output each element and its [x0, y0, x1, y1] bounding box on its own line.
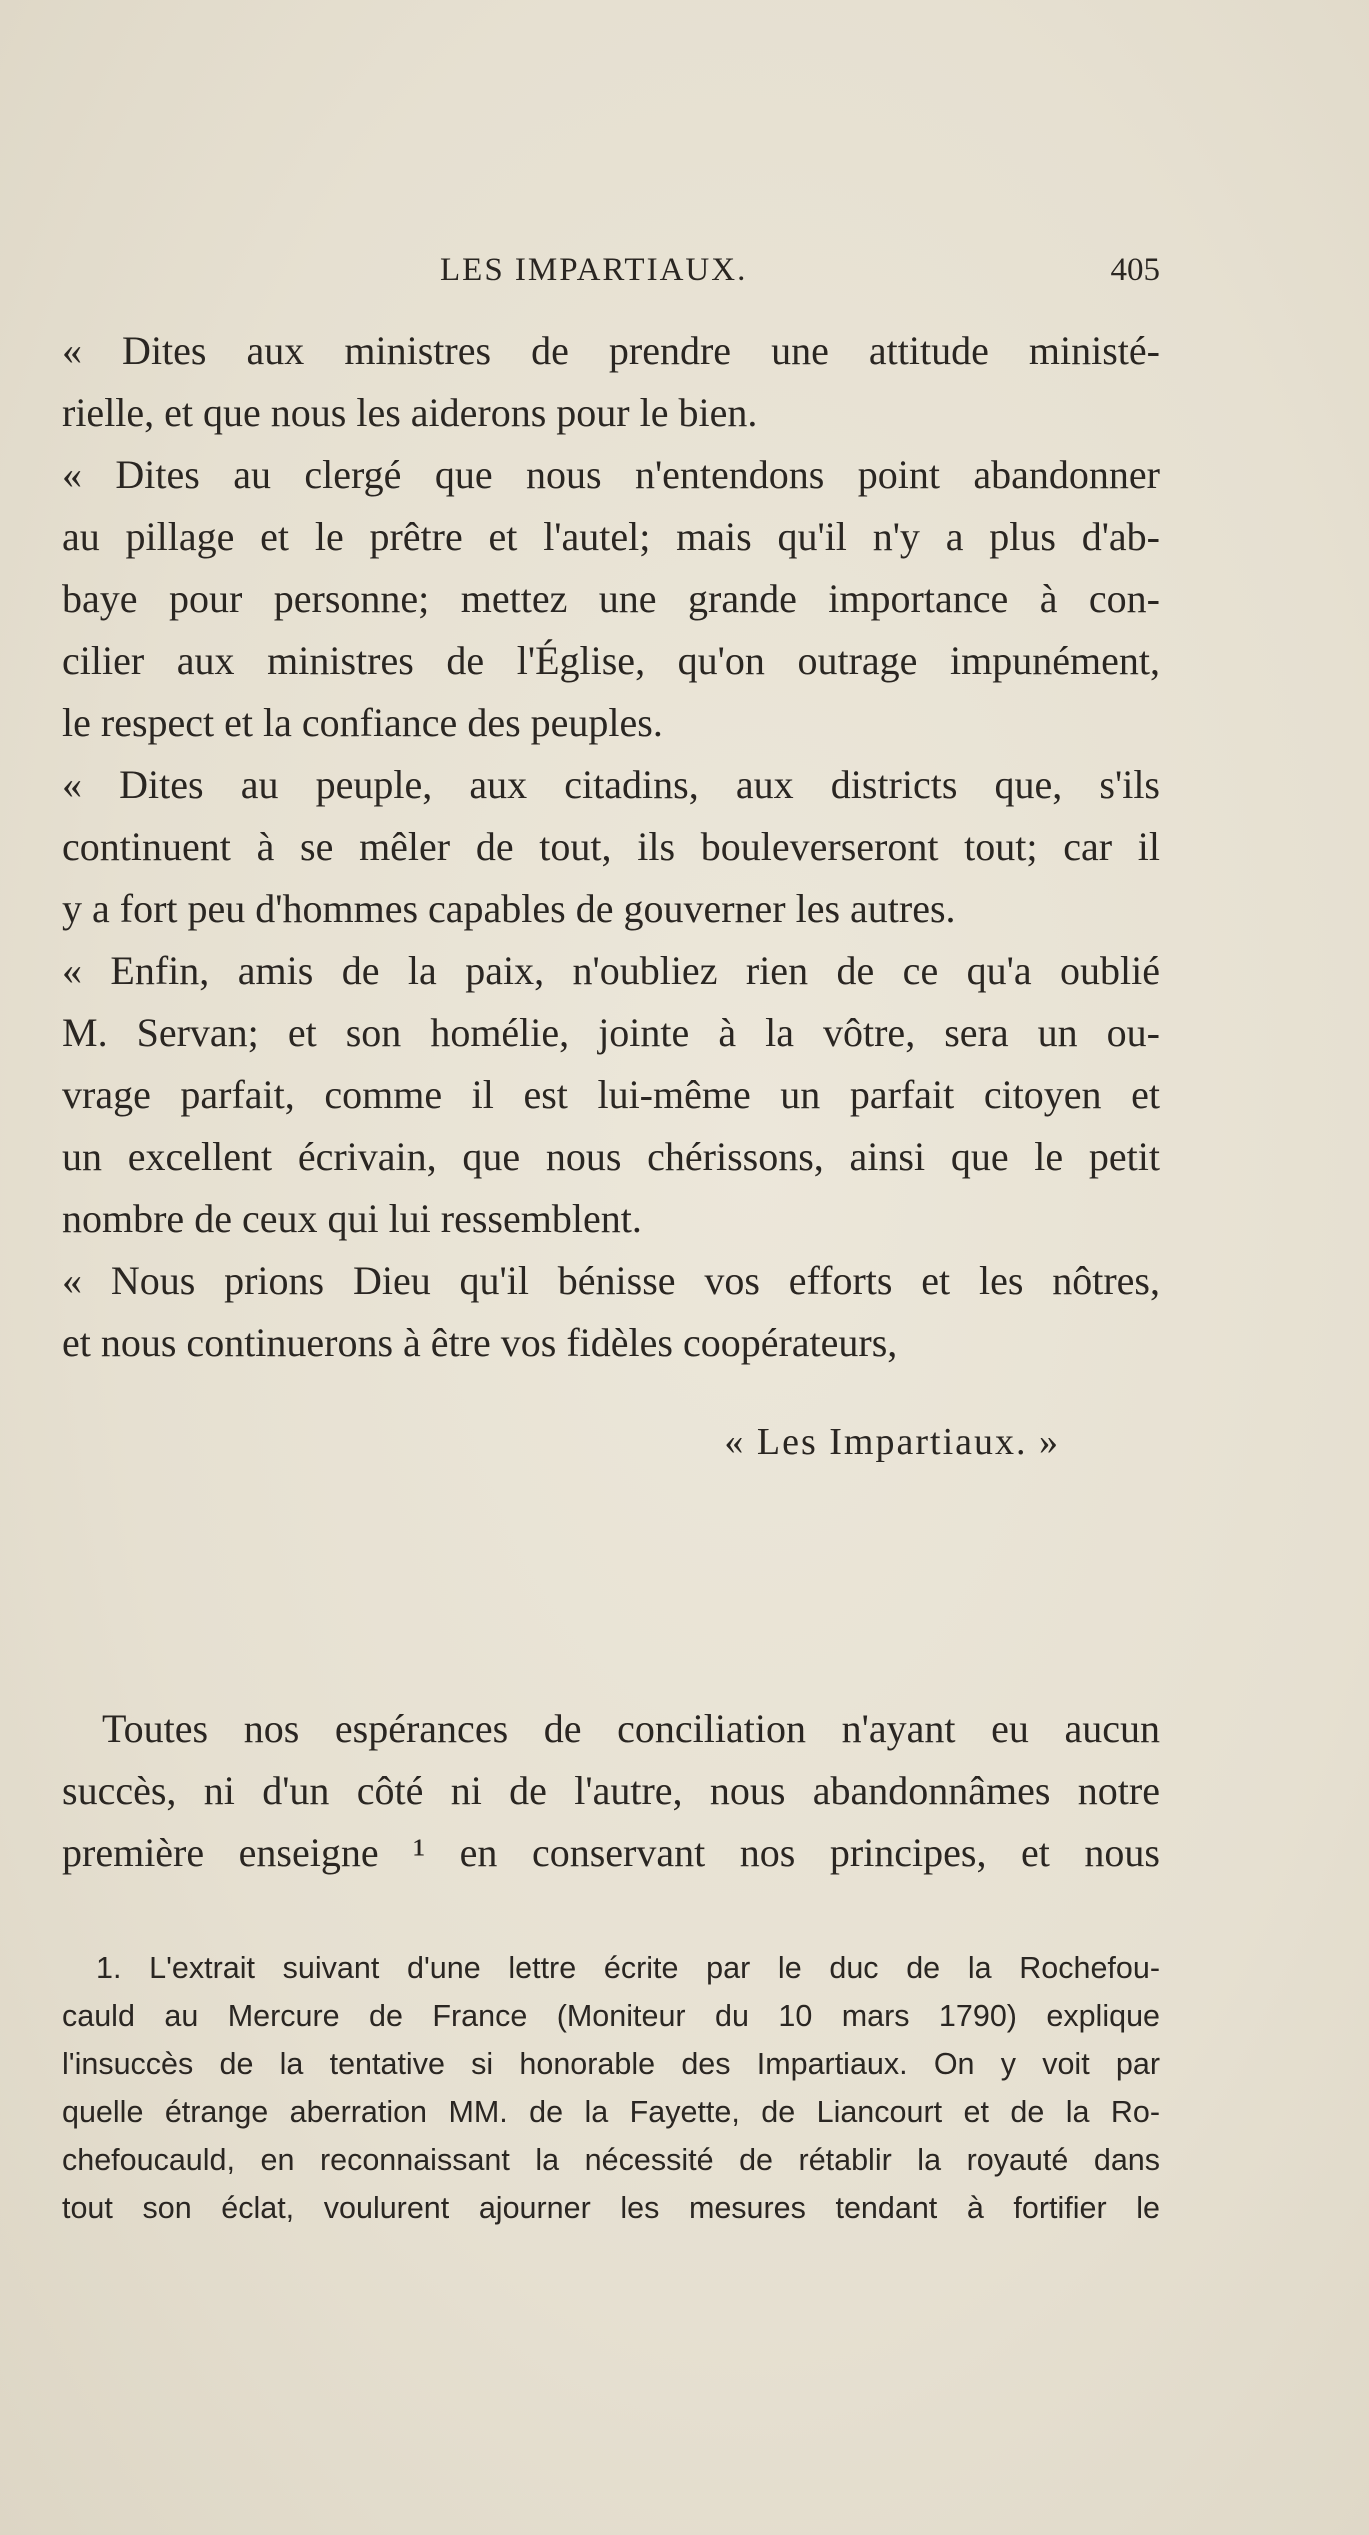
letter-signature: « Les Impartiaux. »	[724, 1421, 1060, 1463]
text-line: continuent à se mêler de tout, ils bouleverseront tout; car il	[62, 824, 1160, 869]
text-line: au pillage et le prêtre et l'autel; mais qu'il n'y a plus d'ab-	[62, 514, 1160, 559]
quoted-letter	[62, 320, 1160, 1374]
footnote-line: quelle étrange aberration MM. de la Fayette, de Liancourt et de la Ro-	[62, 2095, 1160, 2129]
text-line: le respect et la confiance des peuples.	[62, 700, 663, 745]
footnote-line: cauld au Mercure de France (Moniteur du 10 mars 1790) explique	[62, 1999, 1160, 2033]
footnote-line: l'insuccès de la tentative si honorable des Impartiaux. On y voit par	[62, 2047, 1160, 2081]
text-line: « Nous prions Dieu qu'il bénisse vos efforts et les nôtres,	[62, 1258, 1160, 1303]
text-line: nombre de ceux qui lui ressemblent.	[62, 1196, 642, 1241]
running-header	[440, 252, 1160, 300]
text-line: un excellent écrivain, que nous chérissons, ainsi que le petit	[62, 1134, 1160, 1179]
text-line: baye pour personne; mettez une grande importance à con-	[62, 576, 1160, 621]
footnote	[62, 1944, 1160, 2232]
text-line: « Dites au peuple, aux citadins, aux districts que, s'ils	[62, 762, 1160, 807]
footnote-line: 1. L'extrait suivant d'une lettre écrite par le duc de la Rochefou-	[96, 1951, 1160, 1985]
text-line: cilier aux ministres de l'Église, qu'on outrage impunément,	[62, 638, 1160, 683]
page-number: 405	[1110, 252, 1160, 288]
footnote-line: chefoucauld, en reconnaissant la nécessité de rétablir la royauté dans	[62, 2143, 1160, 2177]
text-line: rielle, et que nous les aiderons pour le bien.	[62, 390, 758, 435]
text-line: Toutes nos espérances de conciliation n'ayant eu aucun	[102, 1706, 1160, 1751]
text-line: « Dites au clergé que nous n'entendons point abandonner	[62, 452, 1160, 497]
text-line: « Dites aux ministres de prendre une attitude ministé-	[62, 328, 1160, 373]
footnote-line: tout son éclat, voulurent ajourner les mesures tendant à fortifier le	[62, 2191, 1160, 2225]
body-paragraph	[62, 1698, 1160, 1884]
text-line: vrage parfait, comme il est lui-même un parfait citoyen et	[62, 1072, 1160, 1117]
text-line: M. Servan; et son homélie, jointe à la vôtre, sera un ou-	[62, 1010, 1160, 1055]
text-line: première enseigne ¹ en conservant nos principes, et nous	[62, 1830, 1160, 1875]
text-line: « Enfin, amis de la paix, n'oubliez rien de ce qu'a oublié	[62, 948, 1160, 993]
running-title: LES IMPARTIAUX.	[440, 252, 748, 288]
text-line: et nous continuerons à être vos fidèles coopérateurs,	[62, 1320, 898, 1365]
text-line: y a fort peu d'hommes capables de gouverner les autres.	[62, 886, 956, 931]
text-line: succès, ni d'un côté ni de l'autre, nous abandonnâmes notre	[62, 1768, 1160, 1813]
